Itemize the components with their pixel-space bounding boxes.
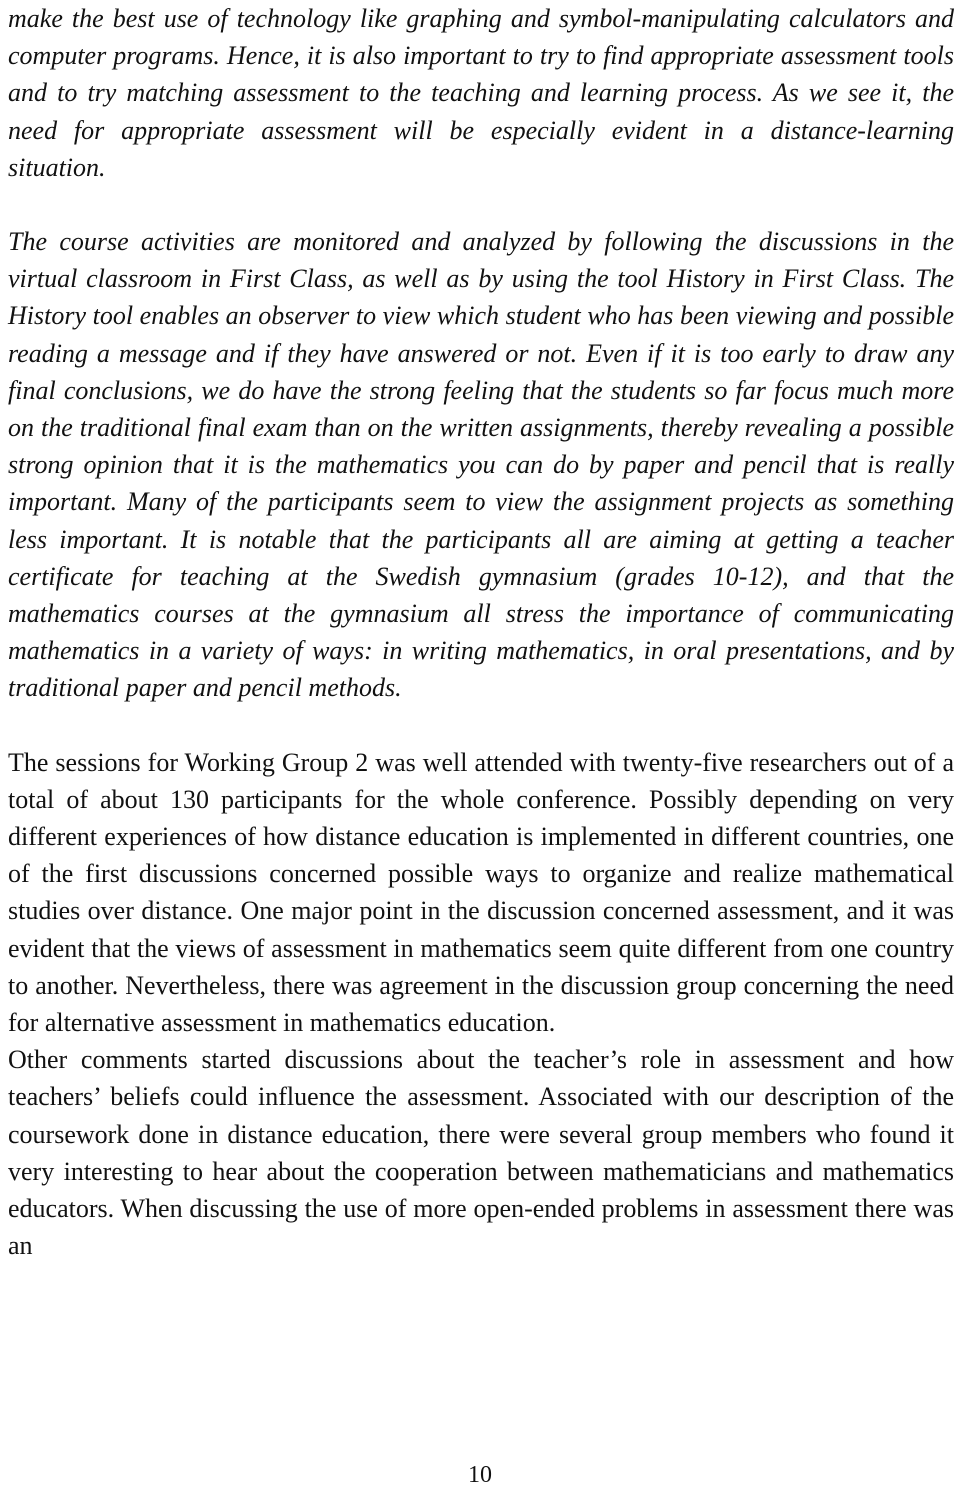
paragraph-working-group-sessions: The sessions for Working Group 2 was well attended with twenty-five researchers out of a total of about 130 participants for the whole conference. Possibly depending on very different experiences of how distance education is implemented in different countries, one of the first discussions concerned possible ways to organize and realize mathematical studies over distance. One major point in the discussion concerned assessment, and it was evident that the views of assessment in mathematics seem quite different from one country to another. Nevertheless, there was agreement in the discussion group concerning the need for alternative assessment in mathematics education. bbox=[8, 747, 954, 1038]
document-page bbox=[8, 0, 954, 1265]
paragraph-teacher-role: Other comments started discussions about the teacher’s role in assessment and how teachers’ beliefs could influence the assessment. Associated with our description of the coursework done in distance education, there were several group members who found it very interesting to hear about the cooperation between mathematicians and mathematics educators. When discussing the use of more open-ended problems in assessment there was an bbox=[8, 1045, 954, 1261]
page-number: 10 bbox=[468, 1462, 492, 1488]
paragraph-technology-assessment: make the best use of technology like graphing and symbol-manipulating calculators and computer programs. Hence, it is also important to try to find appropriate assessment tools and to try matching assessment to the teaching and learning process. As we see it, the need for appropriate assessment will be especially evident in a distance-learning situation. bbox=[8, 4, 954, 182]
paragraph-course-activities: The course activities are monitored and analyzed by following the discussions in the virtual classroom in First Class, as well as by using the tool History in First Class. The History tool enables an observer to view which student who has been viewing and possible reading a message and if they have answered or not. Even if it is too early to draw any final conclusions, we do have the strong feeling that the students so far focus much more on the traditional final exam than on the written assignments, thereby revealing a possible strong opinion that it is the mathematics you can do by paper and pencil that is really important. Many of the participants seem to view the assignment projects as something less important. It is notable that the participants all are aiming at getting a teacher certificate for teaching at the Swedish gymnasium (grades 10-12), and that the mathematics courses at the gymnasium all stress the importance of communicating mathematics in a variety of ways: in writing mathematics, in oral presentations, and by traditional paper and pencil methods. bbox=[8, 227, 954, 703]
paragraph-gap bbox=[8, 186, 954, 223]
paragraph-gap bbox=[8, 707, 954, 744]
